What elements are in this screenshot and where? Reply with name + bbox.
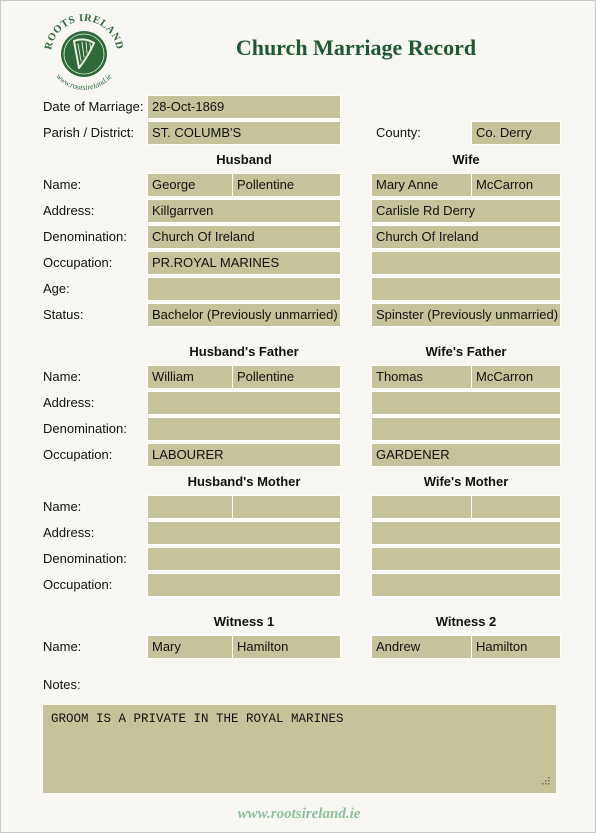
- wifes-father-first-name: Thomas: [371, 365, 472, 389]
- wife-status: Spinster (Previously unmarried): [371, 303, 561, 327]
- county-value: Co. Derry: [471, 121, 561, 145]
- denomination-label: Denomination:: [43, 229, 127, 244]
- husbands-father-denomination: [147, 417, 341, 441]
- wife-age: [371, 277, 561, 301]
- husband-age: [147, 277, 341, 301]
- father-occupation-label: Occupation:: [43, 447, 113, 462]
- footer-link[interactable]: www.rootsireland.ie: [237, 806, 361, 822]
- resize-handle-icon[interactable]: [540, 777, 550, 787]
- age-label: Age:: [43, 281, 70, 296]
- husbands-father-occupation: LABOURER: [147, 443, 341, 467]
- wifes-mother-occupation: [371, 573, 561, 597]
- wife-surname: McCarron: [471, 173, 561, 197]
- notes-label: Notes:: [43, 677, 81, 692]
- wife-denomination: Church Of Ireland: [371, 225, 561, 249]
- witness2-surname: Hamilton: [471, 635, 561, 659]
- wifes-mother-first-name: [371, 495, 472, 519]
- wife-address: Carlisle Rd Derry: [371, 199, 561, 223]
- father-address-label: Address:: [43, 395, 95, 410]
- wife-occupation: [371, 251, 561, 275]
- occupation-label: Occupation:: [43, 255, 113, 270]
- wifes-mother-denomination: [371, 547, 561, 571]
- wifes-father-header: Wife's Father: [425, 344, 507, 359]
- status-label: Status:: [43, 307, 84, 322]
- husband-first-name: George: [147, 173, 233, 197]
- roots-ireland-logo: [41, 11, 127, 97]
- page-title: Church Marriage Record: [235, 35, 477, 60]
- witness1-header: Witness 1: [213, 614, 275, 629]
- witness2-first-name: Andrew: [371, 635, 472, 659]
- husband-address: Killgarrven: [147, 199, 341, 223]
- parish-value: ST. COLUMB'S: [147, 121, 341, 145]
- wife-first-name: Mary Anne: [371, 173, 472, 197]
- husband-header: Husband: [216, 152, 272, 167]
- wife-header: Wife: [452, 152, 480, 167]
- notes-textarea[interactable]: [43, 705, 556, 793]
- mother-name-label: Name:: [43, 499, 82, 514]
- father-denomination-label: Denomination:: [43, 421, 127, 436]
- wifes-father-occupation: GARDENER: [371, 443, 561, 467]
- mother-address-label: Address:: [43, 525, 95, 540]
- date-of-marriage-value: 28-Oct-1869: [147, 95, 341, 119]
- husband-occupation: PR.ROYAL MARINES: [147, 251, 341, 275]
- wifes-mother-surname: [471, 495, 561, 519]
- husbands-mother-surname: [232, 495, 341, 519]
- husband-status: Bachelor (Previously unmarried): [147, 303, 341, 327]
- husbands-mother-occupation: [147, 573, 341, 597]
- husbands-father-header: Husband's Father: [189, 344, 299, 359]
- wifes-father-denomination: [371, 417, 561, 441]
- witness1-first-name: Mary: [147, 635, 233, 659]
- husbands-father-first-name: William: [147, 365, 233, 389]
- husbands-father-address: [147, 391, 341, 415]
- mother-occupation-label: Occupation:: [43, 577, 113, 592]
- husbands-mother-address: [147, 521, 341, 545]
- husbands-mother-first-name: [147, 495, 233, 519]
- parish-label: Parish / District:: [43, 125, 135, 140]
- wifes-father-surname: McCarron: [471, 365, 561, 389]
- husbands-father-surname: Pollentine: [232, 365, 341, 389]
- county-label: County:: [376, 125, 421, 140]
- logo-top-text: ROOTS IRELAND: [43, 12, 125, 51]
- witness-name-label: Name:: [43, 639, 82, 654]
- husband-surname: Pollentine: [232, 173, 341, 197]
- witness1-surname: Hamilton: [232, 635, 341, 659]
- address-label: Address:: [43, 203, 95, 218]
- father-name-label: Name:: [43, 369, 82, 384]
- husbands-mother-header: Husband's Mother: [187, 474, 301, 489]
- wifes-father-address: [371, 391, 561, 415]
- husband-name-label: Name:: [43, 177, 82, 192]
- wifes-mother-address: [371, 521, 561, 545]
- notes-text: GROOM IS A PRIVATE IN THE ROYAL MARINES: [51, 712, 344, 726]
- witness2-header: Witness 2: [435, 614, 497, 629]
- husbands-mother-denomination: [147, 547, 341, 571]
- wifes-mother-header: Wife's Mother: [423, 474, 509, 489]
- mother-denomination-label: Denomination:: [43, 551, 127, 566]
- husband-denomination: Church Of Ireland: [147, 225, 341, 249]
- date-of-marriage-label: Date of Marriage:: [43, 99, 144, 114]
- logo-bottom-text: www.rootsireland.ie: [54, 71, 114, 93]
